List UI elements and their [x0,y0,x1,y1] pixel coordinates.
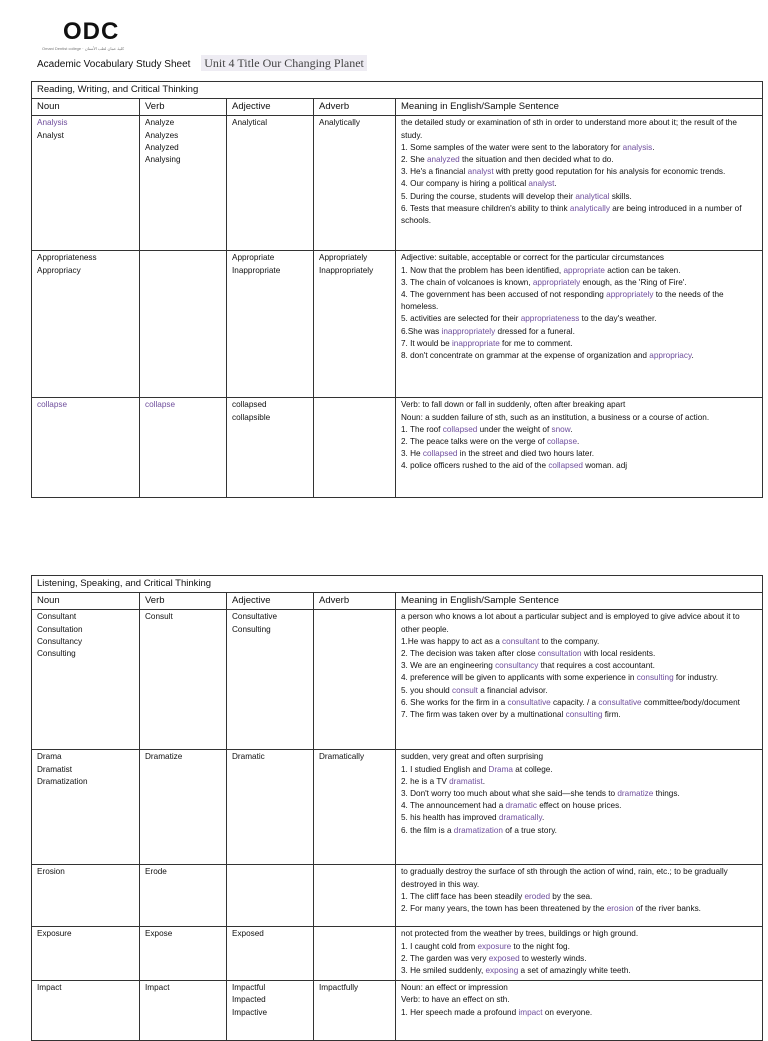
word-form: Analyzes [145,130,179,140]
sentence-text: of a true story. [502,825,557,835]
sentence-text: effect on house prices. [536,801,622,811]
meaning-line [401,252,758,264]
sentence-text: 3. We are an engineering [401,661,496,671]
sentence-text: of the river banks. [633,904,701,914]
sentence-text: 2. The garden was very [401,953,489,963]
meaning-cell [396,750,763,865]
sentence-text: . [554,179,557,189]
meaning-line [401,776,758,788]
sentence-text: 8. don't concentrate on grammar at the expense of organization and [401,351,650,361]
column-header: Noun [32,593,140,610]
sentence-text: enough, as the 'Ring of Fire'. [580,277,687,287]
sentence-text: 6.She was [401,326,442,336]
vocab-row [32,865,763,927]
column-header: Noun [32,99,140,116]
sentence-text: 6. Tests that measure children's ability to think [401,203,570,213]
adverb-cell [314,251,396,398]
logo-subtext: Omani Dentist college · كلية عمان لطب الأسنان [42,46,124,51]
noun-cell [32,251,140,398]
sentence-text: a financial advisor. [477,685,548,695]
vocab-row [32,610,763,750]
word-form: Analyzed [145,142,179,152]
vocab-row [32,251,763,398]
word-form: Erode [145,867,167,877]
sentence-text: 2. The peace talks were on the verge of [401,437,547,447]
sentence-text: 4. The announcement had a [401,801,506,811]
column-header: Adjective [227,593,314,610]
meaning-line [401,812,758,824]
word-form: Consulting [232,624,271,634]
sentence-text: on everyone. [542,1007,593,1017]
adjective-cell [227,981,314,1041]
sentence-text: with pretty good reputation for his analysis for economic trends. [493,167,726,177]
meaning-line [401,825,758,837]
highlighted-word: consultation [537,649,582,659]
verb-cell [140,927,227,981]
word-form: Consultancy [37,636,83,646]
column-header: Adverb [314,593,396,610]
verb-cell [140,610,227,750]
noun-cell [32,610,140,750]
word-form: Appropriateness [37,253,97,263]
sentence-text: 1. Some samples of the water were sent to the laboratory for [401,142,623,152]
sentence-text: 5. activities are selected for their [401,314,521,324]
meaning-line [401,338,758,350]
noun-cell [32,927,140,981]
meaning-line [401,903,758,915]
highlighted-word: appropriate [563,265,605,275]
column-header-row [32,99,763,116]
sentence-text: . [482,776,486,786]
sentence-text: to the needs of the homeless. [401,290,724,312]
meaning-line [401,788,758,800]
vocab-row [32,750,763,865]
meaning-line [401,866,758,890]
sheet-title: Academic Vocabulary Study Sheet [37,59,191,70]
sentence-text: firm. [602,710,621,720]
highlighted-word: exposure [477,941,512,951]
verb-cell [140,981,227,1041]
column-header: Verb [140,99,227,116]
word-form: Analysis [37,118,68,128]
sentence-text: . [691,351,694,361]
sentence-text: with local residents. [581,649,656,659]
meaning-line [401,277,758,289]
column-header: Meaning in English/Sample Sentence [396,99,763,116]
sentence-text: 2. he is a TV [401,776,450,786]
sentence-text: 7. The firm was taken over by a multinational [401,710,566,720]
word-form: collapse [37,400,68,410]
highlighted-word: consulting [565,710,603,720]
highlighted-word: appropriacy [649,351,692,361]
highlighted-word: dramatization [453,825,503,835]
word-form: Expose [145,929,173,939]
highlighted-word: collapsed [422,449,458,459]
sentence-text: 3. He's a financial [401,167,468,177]
meaning-line [401,611,758,635]
meaning-line [401,191,758,203]
sentence-text: to gradually destroy the surface of sth through the action of wind, rain, etc.; to be gradually destroyed in this way. [401,867,728,889]
noun-cell [32,116,140,251]
adverb-cell [314,398,396,498]
vocab-table-listening [31,575,763,1041]
meaning-line [401,326,758,338]
adverb-cell [314,927,396,981]
sentence-text: woman. adj [582,461,628,471]
highlighted-word: exposing [485,966,519,976]
section-title: Reading, Writing, and Critical Thinking [32,82,763,99]
section-title-row [32,576,763,593]
noun-cell [32,398,140,498]
adjective-cell [227,251,314,398]
word-form: Appropriately [319,253,368,263]
highlighted-word: impact [518,1007,543,1017]
highlighted-word: collapsed [442,424,478,434]
sentence-text: . [577,437,580,447]
noun-cell [32,750,140,865]
sentence-text: the situation and then decided what to do. [459,155,614,165]
word-form: collapsed [232,400,267,410]
sentence-text: 5. you should [401,685,452,695]
sentence-text: a set of amazingly white teeth. [518,966,631,976]
sentence-text: 3. He smiled suddenly, [401,966,486,976]
word-form: Analyze [145,118,175,128]
meaning-line [401,412,758,424]
sentence-text: 6. the film is a [401,825,454,835]
sentence-text: 5. his health has improved [401,813,499,823]
word-form: Analytical [232,118,268,128]
sentence-text: 3. The chain of volcanoes is known, [401,277,533,287]
verb-cell [140,398,227,498]
word-form: Exposure [37,929,72,939]
sentence-text: 1.He was happy to act as a [401,636,503,646]
highlighted-word: consultant [502,636,540,646]
sentence-text: committee/body/document [641,697,740,707]
meaning-line [401,800,758,812]
sentence-text: sudden, very great and often surprising [401,752,544,762]
sentence-text: skills. [609,191,632,201]
sentence-text: Verb: to fall down or fall in suddenly, often after breaking apart [401,400,626,410]
word-form: Exposed [232,929,264,939]
sentence-text: to the company. [539,636,600,646]
sentence-text: 4. preference will be given to applicants with some experience in [401,673,637,683]
highlighted-word: snow [551,424,571,434]
highlighted-word: collapsed [548,461,583,471]
meaning-line [401,166,758,178]
meaning-cell [396,865,763,927]
meaning-line [401,751,758,763]
word-form: Consultative [232,612,278,622]
word-form: Appropriate [232,253,275,263]
unit-title: Unit 4 Title Our Changing Planet [201,55,367,71]
column-header: Adjective [227,99,314,116]
meaning-line [401,460,758,472]
meaning-line [401,982,758,994]
sentence-text: 5. During the course, students will develop their [401,191,576,201]
vocab-row [32,927,763,981]
meaning-line [401,313,758,325]
meaning-line [401,350,758,362]
sentence-text: things. [653,789,680,799]
meaning-line [401,436,758,448]
word-form: Appropriacy [37,265,81,275]
verb-cell [140,750,227,865]
highlighted-word: analyst [467,167,494,177]
sentence-text: 1. The roof [401,424,443,434]
meaning-line [401,764,758,776]
noun-cell [32,865,140,927]
highlighted-word: inappropriately [441,326,496,336]
meaning-cell [396,927,763,981]
meaning-line [401,203,758,227]
highlighted-word: consultative [507,697,551,707]
word-form: Drama [37,752,62,762]
word-form: Impacted [232,995,266,1005]
sentence-text: 1. Her speech made a profound [401,1007,519,1017]
column-header: Adverb [314,99,396,116]
column-header-row [32,593,763,610]
word-form: Consultation [37,624,83,634]
word-form: Impact [37,983,62,993]
highlighted-word: eroded [524,891,550,901]
sentence-text: action can be taken. [604,265,681,275]
word-form: Analytically [319,118,360,128]
word-form: Dramatically [319,752,365,762]
word-form: Dramatize [145,752,183,762]
sentence-text: 6. She works for the firm in a [401,697,508,707]
adverb-cell [314,750,396,865]
word-form: Impactfully [319,983,359,993]
sentence-text: . [541,813,545,823]
meaning-line [401,672,758,684]
meaning-line [401,178,758,190]
adverb-cell [314,116,396,251]
meaning-line [401,941,758,953]
sentence-text: to westerly winds. [519,953,587,963]
section-title-row [32,82,763,99]
word-form: Dramatic [232,752,265,762]
sentence-text: 2. The decision was taken after close [401,649,538,659]
sentence-text: 4. The government has been accused of not responding [401,290,607,300]
meaning-line [401,965,758,977]
adverb-cell [314,865,396,927]
highlighted-word: analysis [622,142,653,152]
sentence-text: 4. Our company is hiring a political [401,179,529,189]
sentence-text: 2. She [401,155,427,165]
highlighted-word: consultative [598,697,642,707]
highlighted-word: analytically [569,203,610,213]
meaning-line [401,448,758,460]
vocab-table-reading [31,81,763,498]
sentence-text: dressed for a funeral. [495,326,575,336]
highlighted-word: consulting [636,673,674,683]
word-form: Inappropriate [232,265,281,275]
highlighted-word: appropriately [532,277,581,287]
adjective-cell [227,398,314,498]
sentence-text: the detailed study or examination of sth in order to understand more about it; the result of the study. [401,118,737,140]
sentence-text: . [652,142,655,152]
meaning-line [401,289,758,313]
adjective-cell [227,610,314,750]
meaning-line [401,117,758,141]
word-form: Analyst [37,130,64,140]
sentence-text: a person who knows a lot about a particular subject and is employed to give advice about it to other people. [401,612,740,634]
sentence-text: . [570,424,573,434]
adverb-cell [314,610,396,750]
sentence-text: 4. police officers rushed to the aid of the [401,461,549,471]
sentence-text: capacity. / a [550,697,599,707]
meaning-line [401,424,758,436]
meaning-cell [396,116,763,251]
sentence-text: 7. It would be [401,338,452,348]
highlighted-word: appropriateness [520,314,580,324]
meaning-line [401,697,758,709]
meaning-line [401,142,758,154]
sentence-text: 2. For many years, the town has been threatened by the [401,904,607,914]
highlighted-word: exposed [488,953,520,963]
meaning-line [401,685,758,697]
word-form: Erosion [37,867,65,877]
sentence-text: Noun: a sudden failure of sth, such as an institution, a business or a course of action. [401,412,710,422]
highlighted-word: consult [451,685,478,695]
meaning-line [401,636,758,648]
meaning-line [401,660,758,672]
verb-cell [140,251,227,398]
verb-cell [140,865,227,927]
highlighted-word: dramatize [617,789,654,799]
highlighted-word: inappropriate [451,338,500,348]
meaning-line [401,953,758,965]
adverb-cell [314,981,396,1041]
highlighted-word: dramatically [498,813,542,823]
sentence-text: for me to comment. [499,338,573,348]
highlighted-word: consultancy [495,661,539,671]
meaning-cell [396,981,763,1041]
sentence-text: 1. I caught cold from [401,941,478,951]
sentence-text: Noun: an effect or impression [401,983,508,993]
sentence-text: 3. Don't worry too much about what she said—she tends to [401,789,618,799]
sheet-title-row [37,56,367,71]
column-header: Verb [140,593,227,610]
highlighted-word: analyzed [426,155,460,165]
word-form: Impactive [232,1007,268,1017]
verb-cell [140,116,227,251]
vocab-row [32,981,763,1041]
sentence-text: to the night fog. [511,941,570,951]
sentence-text: Verb: to have an effect on sth. [401,995,510,1005]
sentence-text: at college. [512,764,553,774]
sentence-text: Adjective: suitable, acceptable or correct for the particular circumstances [401,253,665,263]
sentence-text: 1. Now that the problem has been identified, [401,265,564,275]
word-form: Analysing [145,155,181,165]
adjective-cell [227,927,314,981]
meaning-line [401,709,758,721]
word-form: Consult [145,612,173,622]
sentence-text: for industry. [673,673,719,683]
adjective-cell [227,116,314,251]
sentence-text: that requires a cost accountant. [538,661,655,671]
vocab-row [32,116,763,251]
word-form: Dramatist [37,764,73,774]
meaning-cell [396,251,763,398]
word-form: Inappropriately [319,265,374,275]
highlighted-word: analytical [575,191,610,201]
word-form: Impactful [232,983,266,993]
meaning-cell [396,398,763,498]
highlighted-word: erosion [606,904,634,914]
section-title: Listening, Speaking, and Critical Thinking [32,576,763,593]
adjective-cell [227,750,314,865]
highlighted-word: Drama [488,764,513,774]
meaning-line [401,265,758,277]
word-form: Impact [145,983,170,993]
vocab-row [32,398,763,498]
meaning-line [401,994,758,1006]
sentence-text: not protected from the weather by trees, buildings or high ground. [401,929,639,939]
meaning-line [401,891,758,903]
meaning-cell [396,610,763,750]
sentence-text: under the weight of [477,424,552,434]
sentence-text: to the day's weather. [579,314,657,324]
noun-cell [32,981,140,1041]
sentence-text: 1. The cliff face has been steadily [401,891,525,901]
meaning-line [401,399,758,411]
adjective-cell [227,865,314,927]
sentence-text: by the sea. [550,891,593,901]
meaning-line [401,648,758,660]
meaning-line [401,928,758,940]
highlighted-word: collapse [546,437,577,447]
word-form: Consulting [37,649,76,659]
sentence-text: are being introduced in a number of schools. [401,203,742,226]
word-form: Dramatization [37,776,88,786]
highlighted-word: dramatist [449,776,483,786]
column-header: Meaning in English/Sample Sentence [396,593,763,610]
sentence-text: 1. I studied English and [401,764,489,774]
meaning-line [401,154,758,166]
highlighted-word: appropriately [606,290,654,300]
highlighted-word: analyst [528,179,555,189]
highlighted-word: dramatic [505,801,537,811]
word-form: Consultant [37,612,77,622]
sentence-text: 3. He [401,449,423,459]
meaning-line [401,1007,758,1019]
word-form: collapse [145,400,176,410]
word-form: collapsible [232,412,271,422]
logo: ODC [63,18,120,45]
sentence-text: in the street and died two hours later. [457,449,594,459]
